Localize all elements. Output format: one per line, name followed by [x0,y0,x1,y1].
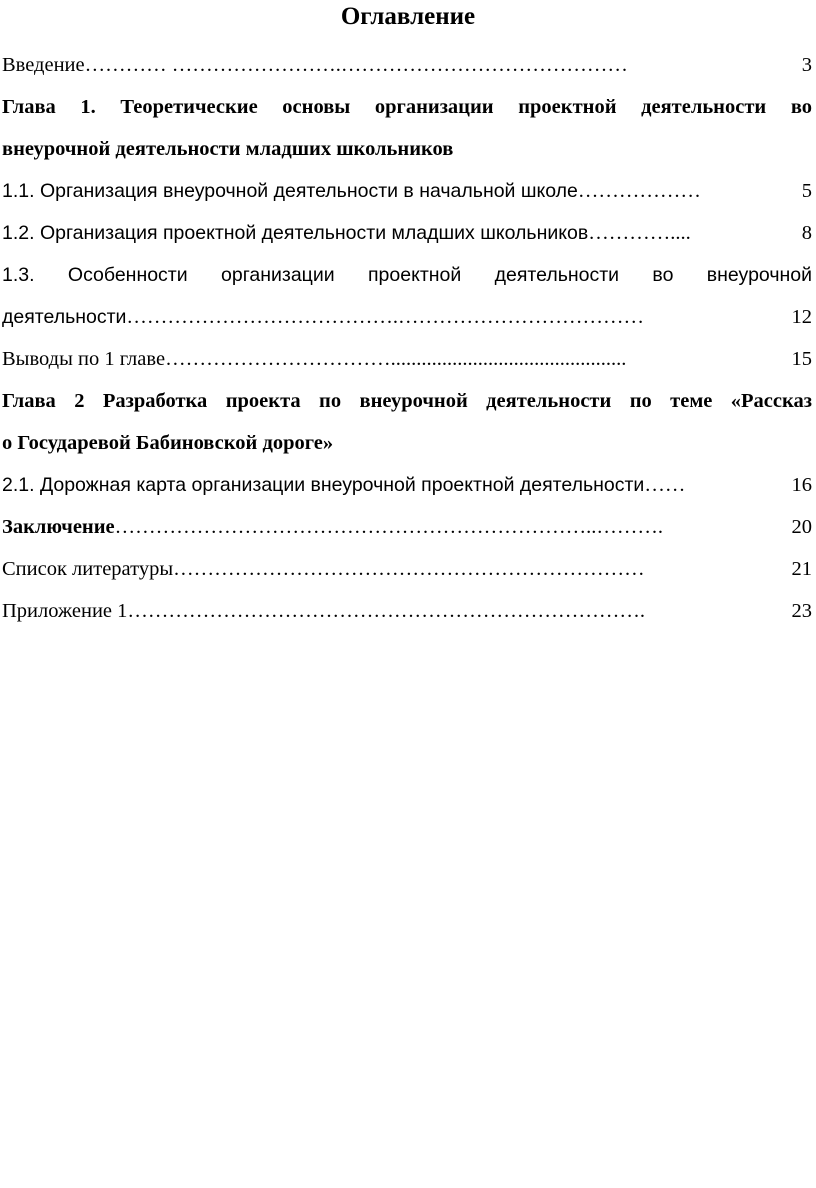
toc-chapter-2-heading[interactable]: Глава 2 Разработка проекта по внеурочной деятельности по теме «Рассказ [2,390,812,412]
toc-entry-label: Введение [2,54,85,76]
toc-page-number: 15 [791,348,812,370]
toc-leader-dots: ………………………………….……………………………… [126,306,645,328]
toc-entry-appendix-1[interactable] [2,596,812,626]
toc-leader-dots: ……………… [577,180,701,202]
toc-leader-dots: …………………………………………………………………. [127,600,646,622]
toc-entry-chapter-1-conclusions[interactable] [2,344,812,374]
toc-entry-1-3[interactable]: 1.3. Особенности организации проектной деятельности во внеурочной [2,264,812,286]
toc-page-number: 21 [791,558,812,580]
toc-entry-conclusion[interactable] [2,512,812,542]
toc-entry-label: Заключение [2,516,115,538]
toc-page-number: 3 [801,54,812,76]
toc-entry-1-3-cont[interactable] [2,302,812,332]
toc-entry-label: Выводы по 1 главе [2,348,166,370]
toc-leader-dots: ……………………………………………………………..………. [114,516,664,538]
toc-entry-label: Приложение 1 [2,600,128,622]
toc-leader-dots: ………….... [588,222,691,244]
toc-entry-introduction[interactable] [2,50,812,80]
toc-leader-dots: ………… …………………….…………………………………… [84,54,628,76]
toc-entry-label: 1.2. Организация проектной деятельности младших школьников [2,222,589,244]
toc-entry-1-1[interactable] [2,176,812,206]
toc-page-number: 16 [791,474,812,496]
toc-page-number: 8 [801,222,812,244]
toc-title: Оглавление [340,3,476,30]
toc-leader-dots: …………………………………………………………… [173,558,645,580]
toc-entry-label: 1.1. Организация внеурочной деятельности в начальной школе [2,180,578,202]
toc-page-number: 20 [791,516,812,538]
toc-entry-label: деятельности [2,306,127,328]
toc-entry-1-2[interactable] [2,218,812,248]
toc-entry-label: Список литературы [2,558,174,580]
toc-leader-dots: …… [644,474,686,496]
toc-chapter-1-heading[interactable]: Глава 1. Теоретические основы организации проектной деятельности во [2,96,812,118]
toc-chapter-2-heading-cont[interactable]: о Государевой Бабиновской дороге» [2,432,334,454]
toc-entry-references[interactable] [2,554,812,584]
toc-leader-dots: …………………………….............................................. [165,348,627,370]
toc-page-number: 5 [801,180,812,202]
toc-entry-label: 2.1. Дорожная карта организации внеурочной проектной деятельности [2,474,645,496]
toc-page-number: 12 [791,306,812,328]
toc-chapter-1-heading-cont[interactable]: внеурочной деятельности младших школьников [2,138,454,160]
toc-entry-2-1[interactable] [2,470,812,500]
toc-page-number: 23 [791,600,812,622]
